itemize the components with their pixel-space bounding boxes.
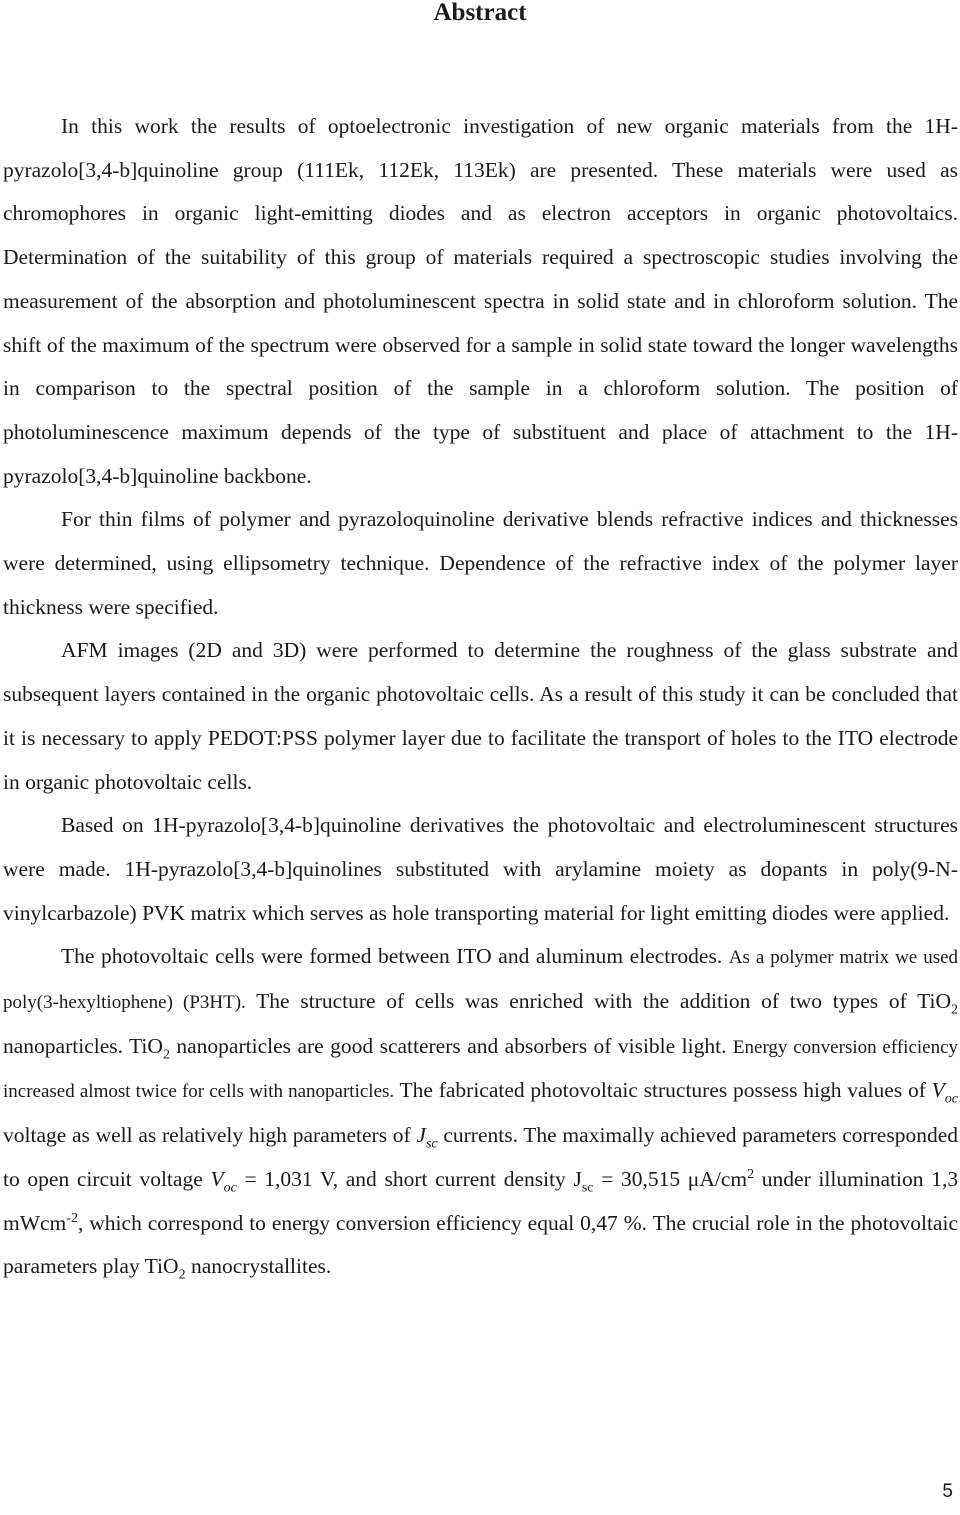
p5-sentence-12: , which correspond to energy conversion efficiency equal 0,47 %. The crucial role in the photovoltaic parameters play TiO <box>3 1210 958 1279</box>
jsc-value: = 30,515 μA/cm <box>601 1166 748 1191</box>
paragraph-4: Based on 1H-pyrazolo[3,4-b]quinoline derivatives the photovoltaic and electroluminescent structures were made. 1H-pyrazolo[3,4-b]quinolines substituted with arylamine moiety as dopants in poly(9-N-vinylcarbazole) PVK matrix which serves as hole transporting material for light emitting diodes were applied. <box>3 813 958 925</box>
jsc-subscript: sc <box>581 1180 594 1196</box>
voc-symbol: $V_{oc}$ <box>931 1078 958 1107</box>
p5-sentence-3: The structure of cells was enriched with the addition of two types of TiO <box>256 989 951 1014</box>
p5-sentence-6: Energy conversion efficiency increased almost twice for cells with nanoparticles. <box>3 1036 959 1103</box>
p5-sentence-1: The photovoltaic cells were formed between ITO and aluminum electrodes. <box>61 944 723 969</box>
p5-sentence-8: voltage as well as relatively high parameters of <box>3 1123 411 1148</box>
p5-sentence-9: currents. <box>443 1123 518 1148</box>
p5-sentence-4: nanoparticles. TiO <box>3 1033 163 1058</box>
abstract-title: Abstract <box>433 0 527 26</box>
p5-sentence-2: As a polymer matrix we used poly(3-hexyltiophene) (P3HT). <box>3 947 959 1014</box>
tio2-subscript: 2 <box>178 1267 186 1283</box>
cm-squared-superscript: 2 <box>747 1166 755 1182</box>
paragraph-5 <box>3 935 958 1289</box>
jsc-symbol: $J_{sc}$ <box>416 1123 438 1152</box>
abstract-body <box>3 105 958 1289</box>
paragraph-3: AFM images (2D and 3D) were performed to determine the roughness of the glass substrate and subsequent layers contained in the organic photovoltaic cells. As a result of this study it can be concluded that it is necessary to apply PEDOT:PSS polymer layer due to facilitate the transport of holes to the ITO electrode in organic photovoltaic cells. <box>3 638 958 794</box>
minus-two-superscript: -2 <box>66 1210 78 1226</box>
p5-sentence-7: The fabricated photovoltaic structures possess high values of <box>399 1078 926 1103</box>
page-number: 5 <box>942 1481 953 1502</box>
p5-sentence-13: nanocrystallites. <box>190 1254 332 1279</box>
voc-symbol: $V_{oc}$ <box>210 1166 237 1196</box>
tio2-subscript: 2 <box>951 1002 958 1018</box>
paragraph-1: In this work the results of optoelectronic investigation of new organic materials from the 1H-pyrazolo[3,4-b]quinoline group (111Ek, 112Ek, 113Ek) are presented. These materials were used as chromophores in organic light-emitting diodes and as electron acceptors in organic photovoltaics. Determination of the suitability of this group of materials required a spectroscopic studies involving the measurement of the absorption and photoluminescent spectra in solid state and in chloroform solution. The shift of the maximum of the spectrum were observed for a sample in solid state toward the longer wavelengths in comparison to the spectral position of the sample in a chloroform solution. The position of photoluminescence maximum depends of the type of substituent and place of attachment to the 1H-pyrazolo[3,4-b]quinoline backbone. <box>3 114 958 488</box>
tio2-subscript: 2 <box>162 1047 170 1063</box>
voc-value: = 1,031 V, and short current density J <box>244 1166 582 1191</box>
p5-sentence-11: under illumination 1,3 mWcm <box>3 1166 959 1235</box>
p5-sentence-10: The maximally achieved parameters corresponded to open circuit voltage <box>3 1123 959 1191</box>
paragraph-2: For thin films of polymer and pyrazoloquinoline derivative blends refractive indices and thicknesses were determined, using ellipsometry technique. Dependence of the refractive index of the polymer layer thickness were specified. <box>3 507 958 619</box>
p5-sentence-5: nanoparticles are good scatterers and absorbers of visible light. <box>176 1033 727 1058</box>
